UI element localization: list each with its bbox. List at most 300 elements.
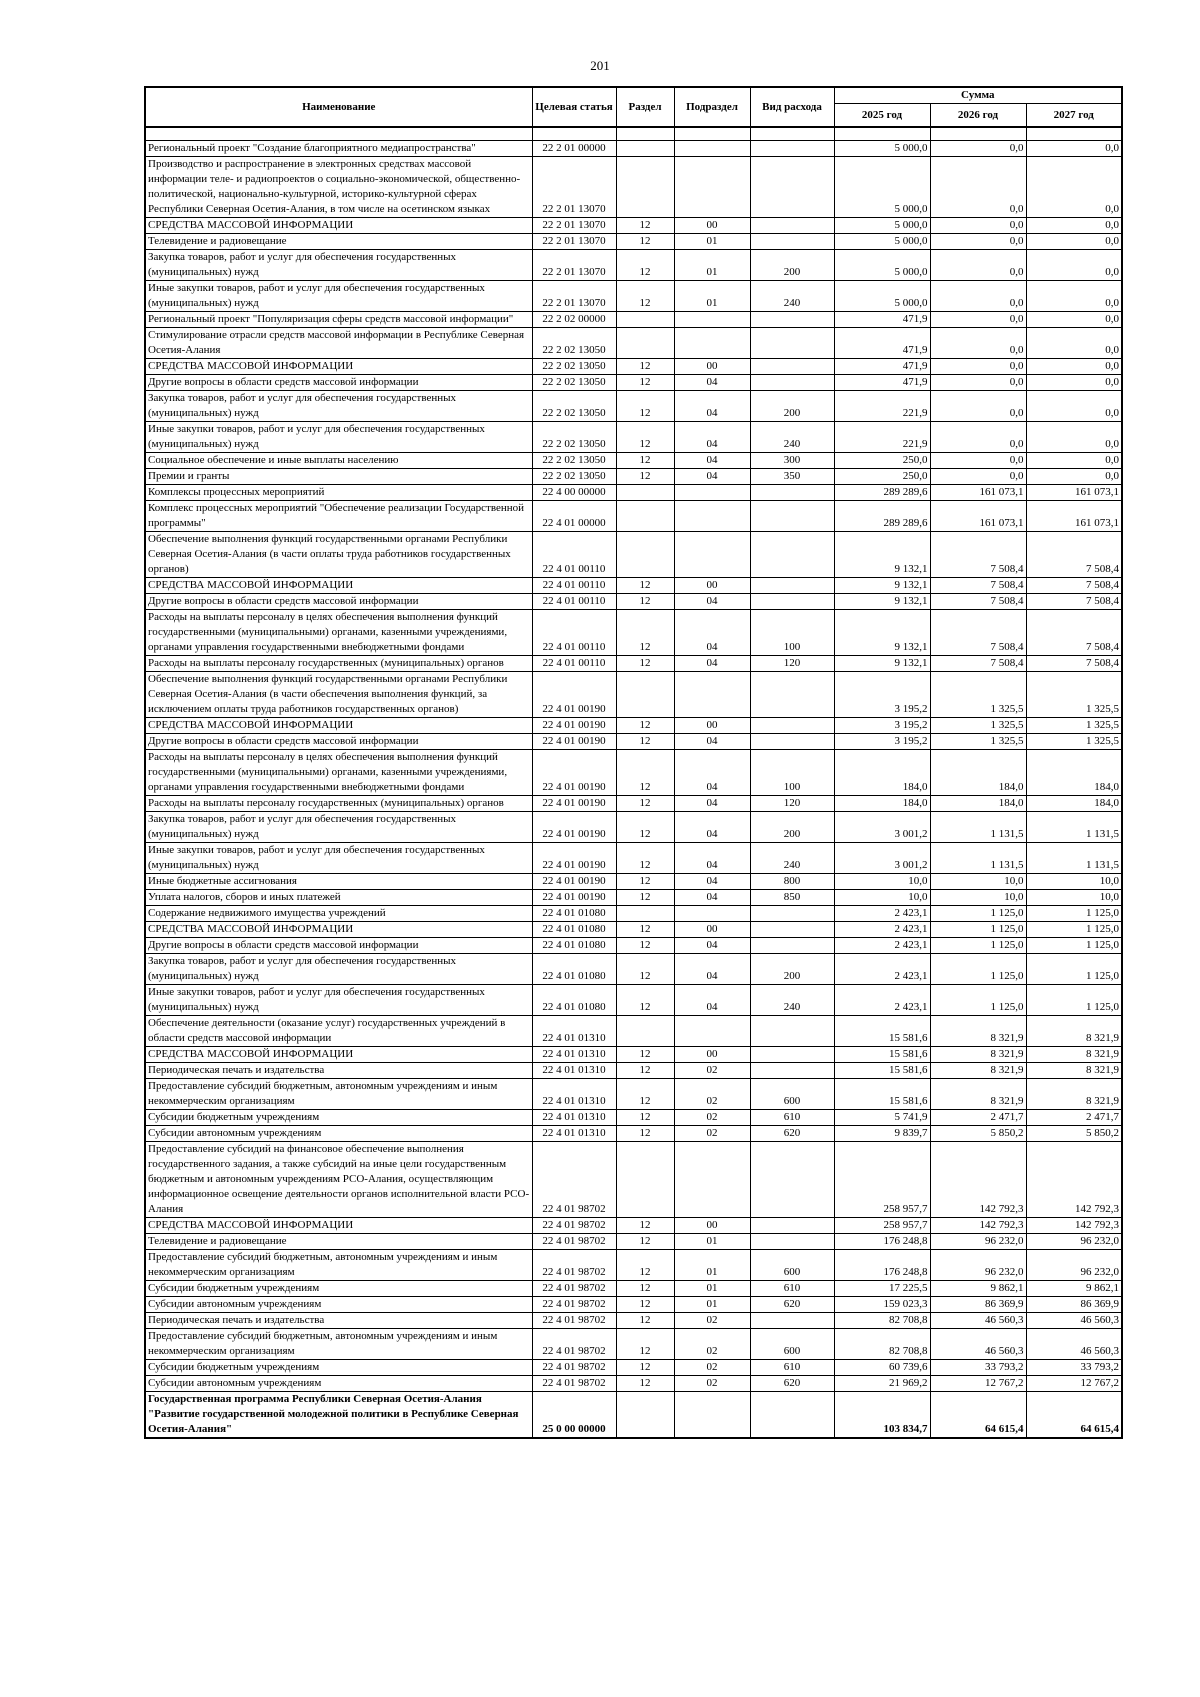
row-sum-2027: 1 325,5 <box>1026 672 1122 718</box>
row-sum-2027: 142 792,3 <box>1026 1142 1122 1218</box>
row-sum-2026: 46 560,3 <box>930 1313 1026 1329</box>
row-sum-2026: 7 508,4 <box>930 532 1026 578</box>
row-expense-type: 610 <box>750 1360 834 1376</box>
row-sum-2026: 1 131,5 <box>930 843 1026 874</box>
row-sum-2027: 0,0 <box>1026 250 1122 281</box>
row-expense-type <box>750 485 834 501</box>
table-row <box>145 1392 1122 1439</box>
row-sum-2027: 46 560,3 <box>1026 1329 1122 1360</box>
row-expense-type: 300 <box>750 453 834 469</box>
row-expense-type: 350 <box>750 469 834 485</box>
row-section: 12 <box>616 234 674 250</box>
row-section: 12 <box>616 734 674 750</box>
row-subsection: 04 <box>674 750 750 796</box>
table-row <box>145 843 1122 874</box>
row-subsection: 01 <box>674 234 750 250</box>
row-sum-2027: 0,0 <box>1026 281 1122 312</box>
row-sum-2026: 10,0 <box>930 890 1026 906</box>
row-expense-type <box>750 157 834 218</box>
row-sum-2027: 12 767,2 <box>1026 1376 1122 1392</box>
row-target: 22 4 01 01080 <box>532 922 616 938</box>
row-sum-2025: 82 708,8 <box>834 1329 930 1360</box>
row-target: 22 2 02 13050 <box>532 453 616 469</box>
row-sum-2026: 1 325,5 <box>930 734 1026 750</box>
row-target: 22 2 02 13050 <box>532 328 616 359</box>
row-sum-2025: 3 001,2 <box>834 843 930 874</box>
row-name: Закупка товаров, работ и услуг для обеспечения государственных (муниципальных) нужд <box>145 954 532 985</box>
row-name: Телевидение и радиовещание <box>145 234 532 250</box>
table-row <box>145 874 1122 890</box>
row-sum-2026: 0,0 <box>930 234 1026 250</box>
row-name: Периодическая печать и издательства <box>145 1063 532 1079</box>
row-sum-2025: 2 423,1 <box>834 938 930 954</box>
row-section: 12 <box>616 375 674 391</box>
table-row <box>145 594 1122 610</box>
row-section: 12 <box>616 796 674 812</box>
table-row <box>145 1313 1122 1329</box>
row-expense-type <box>750 218 834 234</box>
row-sum-2026: 142 792,3 <box>930 1218 1026 1234</box>
row-sum-2027: 1 131,5 <box>1026 843 1122 874</box>
row-section: 12 <box>616 922 674 938</box>
row-section: 12 <box>616 750 674 796</box>
row-target: 22 4 01 98702 <box>532 1142 616 1218</box>
row-sum-2025: 250,0 <box>834 453 930 469</box>
row-section: 12 <box>616 1376 674 1392</box>
row-subsection <box>674 672 750 718</box>
row-sum-2026: 64 615,4 <box>930 1392 1026 1439</box>
table-row <box>145 1329 1122 1360</box>
row-subsection: 04 <box>674 938 750 954</box>
row-section: 12 <box>616 874 674 890</box>
row-expense-type: 600 <box>750 1079 834 1110</box>
row-sum-2025: 3 195,2 <box>834 672 930 718</box>
row-sum-2026: 1 125,0 <box>930 985 1026 1016</box>
row-subsection: 00 <box>674 922 750 938</box>
table-row <box>145 157 1122 218</box>
row-sum-2025: 184,0 <box>834 796 930 812</box>
row-target: 22 4 01 01310 <box>532 1079 616 1110</box>
row-target: 22 4 01 00190 <box>532 796 616 812</box>
row-target: 22 2 01 00000 <box>532 141 616 157</box>
table-row <box>145 453 1122 469</box>
row-expense-type <box>750 672 834 718</box>
row-section: 12 <box>616 594 674 610</box>
row-sum-2027: 7 508,4 <box>1026 594 1122 610</box>
row-expense-type: 100 <box>750 610 834 656</box>
row-expense-type: 620 <box>750 1297 834 1313</box>
row-section: 12 <box>616 1297 674 1313</box>
row-target: 22 4 01 01310 <box>532 1126 616 1142</box>
row-expense-type: 850 <box>750 890 834 906</box>
row-target: 22 4 01 00190 <box>532 734 616 750</box>
row-sum-2026: 0,0 <box>930 218 1026 234</box>
row-target: 22 4 01 98702 <box>532 1218 616 1234</box>
row-sum-2027: 0,0 <box>1026 218 1122 234</box>
row-expense-type: 800 <box>750 874 834 890</box>
row-sum-2027: 1 125,0 <box>1026 922 1122 938</box>
row-expense-type <box>750 1234 834 1250</box>
row-section: 12 <box>616 718 674 734</box>
row-subsection <box>674 485 750 501</box>
row-section: 12 <box>616 469 674 485</box>
row-target: 22 4 01 00190 <box>532 750 616 796</box>
header-2025: 2025 год <box>834 104 930 128</box>
row-sum-2026: 86 369,9 <box>930 1297 1026 1313</box>
row-section: 12 <box>616 453 674 469</box>
table-row <box>145 1250 1122 1281</box>
row-target: 22 4 01 01310 <box>532 1110 616 1126</box>
row-target: 22 4 01 00110 <box>532 656 616 672</box>
row-sum-2026: 96 232,0 <box>930 1234 1026 1250</box>
row-section <box>616 532 674 578</box>
row-subsection: 04 <box>674 796 750 812</box>
row-target: 22 2 02 13050 <box>532 375 616 391</box>
row-sum-2026: 8 321,9 <box>930 1079 1026 1110</box>
row-sum-2025: 15 581,6 <box>834 1063 930 1079</box>
row-section <box>616 1016 674 1047</box>
row-section: 12 <box>616 281 674 312</box>
row-name: Иные закупки товаров, работ и услуг для обеспечения государственных (муниципальных) нужд <box>145 985 532 1016</box>
row-subsection: 00 <box>674 1218 750 1234</box>
row-name: Другие вопросы в области средств массовой информации <box>145 375 532 391</box>
row-section: 12 <box>616 954 674 985</box>
row-name: СРЕДСТВА МАССОВОЙ ИНФОРМАЦИИ <box>145 1047 532 1063</box>
row-subsection: 04 <box>674 954 750 985</box>
row-sum-2027: 142 792,3 <box>1026 1218 1122 1234</box>
header-spacer-row <box>145 127 1122 141</box>
row-sum-2025: 9 132,1 <box>834 532 930 578</box>
row-sum-2027: 7 508,4 <box>1026 610 1122 656</box>
table-row <box>145 954 1122 985</box>
row-sum-2025: 5 000,0 <box>834 218 930 234</box>
row-section: 12 <box>616 1360 674 1376</box>
row-section: 12 <box>616 985 674 1016</box>
row-section: 12 <box>616 391 674 422</box>
row-name: Расходы на выплаты персоналу государственных (муниципальных) органов <box>145 656 532 672</box>
row-expense-type <box>750 578 834 594</box>
row-sum-2027: 7 508,4 <box>1026 532 1122 578</box>
row-sum-2026: 1 125,0 <box>930 922 1026 938</box>
row-sum-2027: 8 321,9 <box>1026 1047 1122 1063</box>
row-section: 12 <box>616 938 674 954</box>
row-name: Предоставление субсидий бюджетным, автономным учреждениям и иным некоммерческим организациям <box>145 1079 532 1110</box>
row-sum-2025: 184,0 <box>834 750 930 796</box>
row-sum-2026: 0,0 <box>930 391 1026 422</box>
row-expense-type <box>750 141 834 157</box>
row-sum-2027: 0,0 <box>1026 157 1122 218</box>
row-subsection <box>674 1016 750 1047</box>
row-section: 12 <box>616 1079 674 1110</box>
row-subsection: 00 <box>674 218 750 234</box>
row-sum-2026: 0,0 <box>930 328 1026 359</box>
table-row <box>145 532 1122 578</box>
row-sum-2027: 1 125,0 <box>1026 906 1122 922</box>
row-sum-2027: 1 131,5 <box>1026 812 1122 843</box>
row-name: СРЕДСТВА МАССОВОЙ ИНФОРМАЦИИ <box>145 718 532 734</box>
row-expense-type <box>750 359 834 375</box>
row-name: Другие вопросы в области средств массовой информации <box>145 938 532 954</box>
row-expense-type <box>750 1392 834 1439</box>
row-sum-2025: 9 132,1 <box>834 578 930 594</box>
row-sum-2026: 9 862,1 <box>930 1281 1026 1297</box>
row-expense-type: 600 <box>750 1329 834 1360</box>
table-header <box>145 87 1122 127</box>
row-section: 12 <box>616 250 674 281</box>
table-row <box>145 985 1122 1016</box>
row-target: 22 4 01 01080 <box>532 906 616 922</box>
row-sum-2027: 10,0 <box>1026 874 1122 890</box>
row-section <box>616 328 674 359</box>
row-target: 22 4 01 98702 <box>532 1360 616 1376</box>
row-sum-2025: 82 708,8 <box>834 1313 930 1329</box>
row-sum-2027: 7 508,4 <box>1026 578 1122 594</box>
row-subsection: 02 <box>674 1376 750 1392</box>
row-name: Субсидии автономным учреждениям <box>145 1126 532 1142</box>
row-sum-2025: 289 289,6 <box>834 501 930 532</box>
row-name: Субсидии автономным учреждениям <box>145 1297 532 1313</box>
row-sum-2026: 8 321,9 <box>930 1047 1026 1063</box>
row-sum-2027: 0,0 <box>1026 391 1122 422</box>
row-sum-2027: 33 793,2 <box>1026 1360 1122 1376</box>
row-sum-2026: 7 508,4 <box>930 610 1026 656</box>
row-expense-type: 200 <box>750 954 834 985</box>
table-row <box>145 734 1122 750</box>
row-name: Расходы на выплаты персоналу в целях обеспечения выполнения функций государственными (муниципальными) органами, казенными учреждениями, органами управления государственными внебюджетными фондами <box>145 610 532 656</box>
table-row <box>145 812 1122 843</box>
table-row <box>145 922 1122 938</box>
header-section: Раздел <box>616 87 674 127</box>
table-row <box>145 1297 1122 1313</box>
row-name: Обеспечение выполнения функций государственными органами Республики Северная Осетия-Алания (в части обеспечения выполнения функций, за исключением оплаты труда работников государственных органов) <box>145 672 532 718</box>
table-row <box>145 1110 1122 1126</box>
row-sum-2027: 7 508,4 <box>1026 656 1122 672</box>
row-sum-2025: 159 023,3 <box>834 1297 930 1313</box>
row-sum-2027: 0,0 <box>1026 141 1122 157</box>
row-sum-2027: 161 073,1 <box>1026 485 1122 501</box>
row-target: 22 2 02 13050 <box>532 391 616 422</box>
row-sum-2026: 46 560,3 <box>930 1329 1026 1360</box>
row-expense-type <box>750 375 834 391</box>
table-row <box>145 328 1122 359</box>
row-expense-type: 240 <box>750 281 834 312</box>
row-target: 22 4 01 00190 <box>532 812 616 843</box>
row-expense-type: 200 <box>750 250 834 281</box>
row-sum-2025: 2 423,1 <box>834 922 930 938</box>
row-target: 22 4 01 00190 <box>532 718 616 734</box>
row-subsection: 01 <box>674 1250 750 1281</box>
row-name: Уплата налогов, сборов и иных платежей <box>145 890 532 906</box>
row-subsection: 04 <box>674 391 750 422</box>
row-sum-2027: 10,0 <box>1026 890 1122 906</box>
row-subsection: 02 <box>674 1063 750 1079</box>
row-name: Предоставление субсидий на финансовое обеспечение выполнения государственного задания, а также субсидий на иные цели государственным бюджетным и автономным учреждениям РСО-Алания, осуществляющим информационное освещение деятельности органов исполнительной власти РСО-Алания <box>145 1142 532 1218</box>
row-sum-2026: 7 508,4 <box>930 656 1026 672</box>
row-subsection: 00 <box>674 578 750 594</box>
row-sum-2026: 142 792,3 <box>930 1142 1026 1218</box>
row-sum-2025: 289 289,6 <box>834 485 930 501</box>
row-sum-2025: 9 132,1 <box>834 594 930 610</box>
row-sum-2027: 64 615,4 <box>1026 1392 1122 1439</box>
row-sum-2027: 8 321,9 <box>1026 1063 1122 1079</box>
row-expense-type: 240 <box>750 422 834 453</box>
row-name: СРЕДСТВА МАССОВОЙ ИНФОРМАЦИИ <box>145 359 532 375</box>
row-name: Иные закупки товаров, работ и услуг для обеспечения государственных (муниципальных) нужд <box>145 422 532 453</box>
row-sum-2025: 3 001,2 <box>834 812 930 843</box>
row-name: Расходы на выплаты персоналу в целях обеспечения выполнения функций государственными (муниципальными) органами, казенными учреждениями, органами управления государственными внебюджетными фондами <box>145 750 532 796</box>
row-section: 12 <box>616 1063 674 1079</box>
row-sum-2026: 161 073,1 <box>930 501 1026 532</box>
row-target: 22 4 01 00190 <box>532 843 616 874</box>
row-subsection: 04 <box>674 469 750 485</box>
row-subsection: 02 <box>674 1329 750 1360</box>
row-sum-2025: 15 581,6 <box>834 1016 930 1047</box>
row-sum-2026: 184,0 <box>930 750 1026 796</box>
row-subsection: 01 <box>674 1234 750 1250</box>
row-subsection: 04 <box>674 453 750 469</box>
row-sum-2026: 161 073,1 <box>930 485 1026 501</box>
row-subsection: 02 <box>674 1360 750 1376</box>
row-sum-2026: 8 321,9 <box>930 1016 1026 1047</box>
row-sum-2026: 1 125,0 <box>930 954 1026 985</box>
row-expense-type <box>750 1016 834 1047</box>
row-target: 22 2 01 13070 <box>532 234 616 250</box>
row-sum-2025: 60 739,6 <box>834 1360 930 1376</box>
row-target: 22 4 01 01080 <box>532 985 616 1016</box>
row-expense-type <box>750 234 834 250</box>
row-target: 22 2 01 13070 <box>532 218 616 234</box>
row-target: 22 4 01 00110 <box>532 578 616 594</box>
table-row <box>145 1016 1122 1047</box>
row-sum-2027: 0,0 <box>1026 453 1122 469</box>
row-sum-2026: 10,0 <box>930 874 1026 890</box>
row-sum-2025: 471,9 <box>834 312 930 328</box>
row-name: Стимулирование отрасли средств массовой информации в Республике Северная Осетия-Алания <box>145 328 532 359</box>
row-name: Закупка товаров, работ и услуг для обеспечения государственных (муниципальных) нужд <box>145 391 532 422</box>
row-sum-2025: 9 132,1 <box>834 656 930 672</box>
row-name: Комплекс процессных мероприятий "Обеспечение реализации Государственной программы" <box>145 501 532 532</box>
row-sum-2025: 471,9 <box>834 375 930 391</box>
row-expense-type <box>750 718 834 734</box>
row-sum-2027: 8 321,9 <box>1026 1016 1122 1047</box>
row-subsection <box>674 312 750 328</box>
row-sum-2025: 10,0 <box>834 874 930 890</box>
row-expense-type <box>750 532 834 578</box>
row-target: 22 4 01 00190 <box>532 890 616 906</box>
row-sum-2025: 103 834,7 <box>834 1392 930 1439</box>
row-sum-2027: 5 850,2 <box>1026 1126 1122 1142</box>
table-row <box>145 1281 1122 1297</box>
row-name: Социальное обеспечение и иные выплаты населению <box>145 453 532 469</box>
row-section: 12 <box>616 1329 674 1360</box>
row-sum-2025: 9 132,1 <box>834 610 930 656</box>
table-row <box>145 906 1122 922</box>
row-sum-2025: 21 969,2 <box>834 1376 930 1392</box>
row-sum-2027: 9 862,1 <box>1026 1281 1122 1297</box>
row-subsection <box>674 501 750 532</box>
row-sum-2025: 258 957,7 <box>834 1218 930 1234</box>
row-sum-2027: 86 369,9 <box>1026 1297 1122 1313</box>
table-row <box>145 234 1122 250</box>
row-subsection: 04 <box>674 812 750 843</box>
row-sum-2025: 250,0 <box>834 469 930 485</box>
table-row <box>145 718 1122 734</box>
table-row <box>145 1142 1122 1218</box>
row-sum-2025: 2 423,1 <box>834 954 930 985</box>
row-subsection <box>674 328 750 359</box>
row-section: 12 <box>616 1218 674 1234</box>
row-target: 22 2 01 13070 <box>532 281 616 312</box>
row-subsection: 00 <box>674 359 750 375</box>
row-subsection: 04 <box>674 985 750 1016</box>
row-subsection: 04 <box>674 375 750 391</box>
row-sum-2027: 0,0 <box>1026 359 1122 375</box>
row-sum-2025: 15 581,6 <box>834 1079 930 1110</box>
table-row <box>145 375 1122 391</box>
row-subsection: 04 <box>674 890 750 906</box>
row-name: Периодическая печать и издательства <box>145 1313 532 1329</box>
row-sum-2025: 471,9 <box>834 328 930 359</box>
row-section: 12 <box>616 1047 674 1063</box>
row-target: 22 4 01 00000 <box>532 501 616 532</box>
table-row <box>145 1234 1122 1250</box>
row-sum-2026: 2 471,7 <box>930 1110 1026 1126</box>
row-section: 12 <box>616 812 674 843</box>
row-sum-2026: 0,0 <box>930 157 1026 218</box>
row-subsection: 04 <box>674 734 750 750</box>
row-target: 22 4 01 01310 <box>532 1016 616 1047</box>
row-expense-type: 120 <box>750 796 834 812</box>
row-name: Другие вопросы в области средств массовой информации <box>145 734 532 750</box>
table-row <box>145 1360 1122 1376</box>
row-sum-2025: 17 225,5 <box>834 1281 930 1297</box>
row-section: 12 <box>616 656 674 672</box>
row-expense-type: 620 <box>750 1376 834 1392</box>
row-sum-2026: 0,0 <box>930 359 1026 375</box>
row-sum-2027: 1 125,0 <box>1026 954 1122 985</box>
row-section: 12 <box>616 1110 674 1126</box>
row-expense-type <box>750 1218 834 1234</box>
row-sum-2026: 5 850,2 <box>930 1126 1026 1142</box>
row-sum-2025: 2 423,1 <box>834 906 930 922</box>
header-2027: 2027 год <box>1026 104 1122 128</box>
row-sum-2026: 33 793,2 <box>930 1360 1026 1376</box>
row-sum-2026: 1 125,0 <box>930 906 1026 922</box>
row-sum-2025: 2 423,1 <box>834 985 930 1016</box>
row-section: 12 <box>616 359 674 375</box>
row-sum-2026: 96 232,0 <box>930 1250 1026 1281</box>
page-number: 201 <box>590 58 610 73</box>
row-subsection: 04 <box>674 610 750 656</box>
row-target: 22 4 01 98702 <box>532 1297 616 1313</box>
row-sum-2027: 0,0 <box>1026 328 1122 359</box>
row-expense-type: 620 <box>750 1126 834 1142</box>
row-section <box>616 1392 674 1439</box>
row-name: Субсидии бюджетным учреждениям <box>145 1360 532 1376</box>
row-name: Закупка товаров, работ и услуг для обеспечения государственных (муниципальных) нужд <box>145 250 532 281</box>
row-section <box>616 485 674 501</box>
row-name: Предоставление субсидий бюджетным, автономным учреждениям и иным некоммерческим организациям <box>145 1329 532 1360</box>
row-subsection: 00 <box>674 1047 750 1063</box>
row-name: Содержание недвижимого имущества учреждений <box>145 906 532 922</box>
row-target: 22 4 01 98702 <box>532 1234 616 1250</box>
row-section: 12 <box>616 218 674 234</box>
row-subsection <box>674 1142 750 1218</box>
row-sum-2025: 10,0 <box>834 890 930 906</box>
row-subsection: 02 <box>674 1079 750 1110</box>
row-sum-2026: 0,0 <box>930 141 1026 157</box>
row-target: 22 2 01 13070 <box>532 157 616 218</box>
